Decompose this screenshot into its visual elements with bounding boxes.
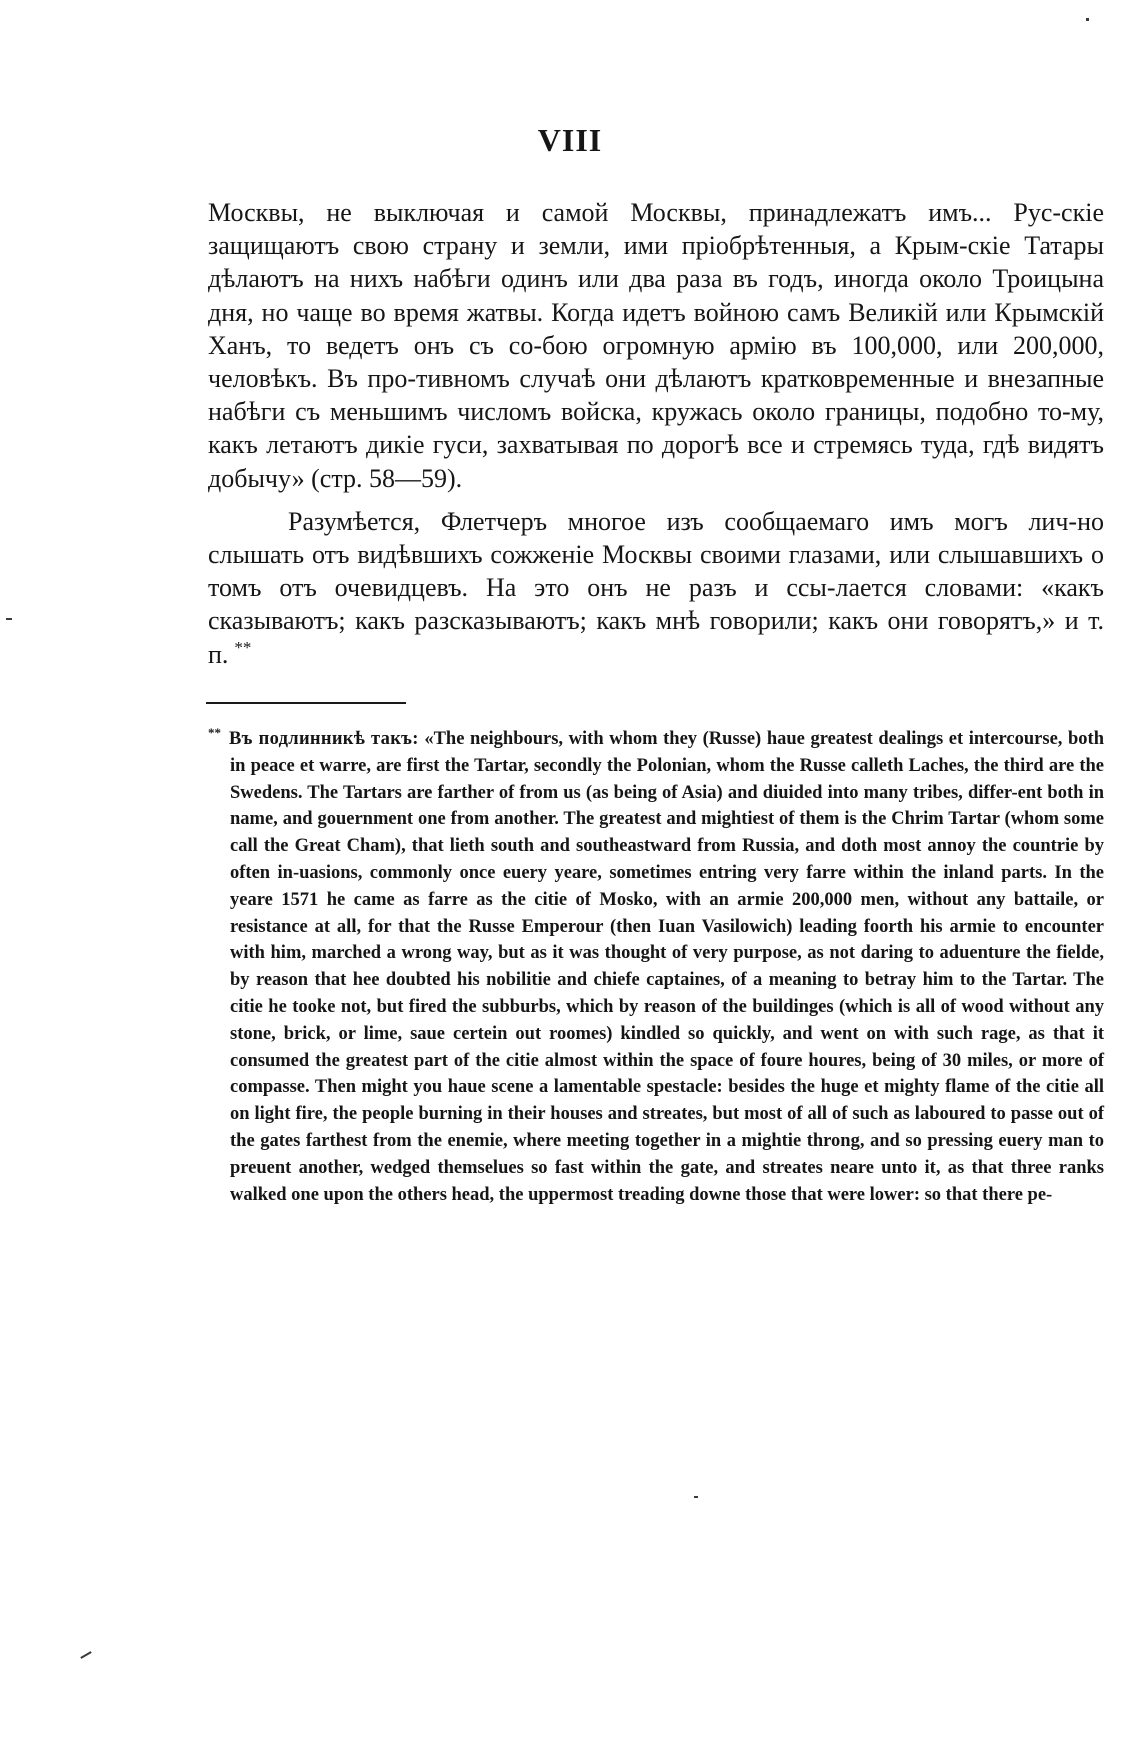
main-text	[208, 196, 1104, 671]
body-paragraph-1: Москвы, не выключая и самой Москвы, принадлежатъ имъ... Рус-скіе защищаютъ свою страну и земли, ими пріобрѣтенныя, а Крым-скіе Татары дѣлаютъ на нихъ набѣги одинъ или два раза въ годъ, иногда около Троицына дня, но чаще во время жатвы. Когда идетъ войною самъ Великій или Крымскій Ханъ, то ведетъ онъ съ со-бою огромную армію въ 100,000, или 200,000, человѣкъ. Въ про-тивномъ случаѣ они дѣлаютъ кратковременные и внезапные набѣги съ меньшимъ числомъ войска, кружась около границы, подобно то-му, какъ летаютъ дикіе гуси, захватывая по дорогѣ все и стремясь туда, гдѣ видятъ добычу» (стр. 58—59).	[208, 198, 1104, 493]
scan-speck	[6, 618, 12, 620]
body-paragraph-2-text: Разумѣется, Флетчеръ многое изъ сообщаемаго имъ могъ лич-но слышать отъ видѣвшихъ сожженіе Москвы своими глазами, или слышавшихъ о томъ отъ очевидцевъ. На это онъ не разъ и ссы-лается словами: «какъ сказываютъ; какъ разсказываютъ; какъ мнѣ говорили; какъ они говорятъ,» и т. п.	[208, 506, 1104, 669]
scan-speck	[694, 1496, 698, 1498]
footnote-lead: Въ подлинникѣ такъ:	[229, 729, 419, 749]
scan-speck	[1086, 18, 1089, 21]
footnote-text: «The neighbours, with whom they (Russe) haue greatest dealings et intercourse, both in peace et warre, are first the Tartar, secondly the Polonian, whom the Russe calleth Laches, the third are the Swedens. The Tartars are farther of from us (as being of Asia) and diuided into many tribes, differ-ent both in name, and gouernment one from another. The greatest and mightiest of them is the Chrim Tartar (whom some call the Great Cham), that lieth south and southeastward from Russia, and doth most annoy the countrie by often in-uasions, commonly once euery yeare, sometimes entring very farre within the inland parts. In the yeare 1571 he came as farre as the citie of Mosko, with an armie 200,000 men, without any battaile, or resistance at all, for that the Russe Emperour (then Iuan Vasilowich) leading foorth his armie to encounter with him, marched a wrong way, but as it was thought of very purpose, as not daring to aduenture the fielde, by reason that hee doubted his nobilitie and chiefe captaines, of a meaning to betray him to the Tartar. The citie he tooke not, but fired the subburbs, which by reason of the buildinges (which is all of wood without any stone, brick, or lime, saue certein out roomes) kindled so quickly, and went on with such rage, as that it consumed the greatest part of the citie almost within the space of foure houres, being of 30 miles, or more of compasse. Then might you haue scene a lamentable spestacle: besides the huge et mighty flame of the citie all on light fire, the people burning in their houses and streates, but most of all of such as laboured to passe out of the gates farthest from the enemie, where meeting together in a mightie throng, and so pressing euery man to preuent another, wedged themselues so fast within the gate, and streates neare unto it, as that three ranks walked one upon the others head, the uppermost treading downe those that were lower: so that there pe-	[230, 729, 1105, 1205]
page-number: VIII	[537, 122, 603, 158]
footnote-marker: **	[208, 724, 221, 740]
footnote-divider	[206, 702, 406, 704]
footnote	[208, 726, 1104, 1208]
footnote-reference: **	[234, 637, 252, 657]
body-paragraph-2	[208, 505, 1104, 671]
scan-speck	[80, 1651, 91, 1659]
